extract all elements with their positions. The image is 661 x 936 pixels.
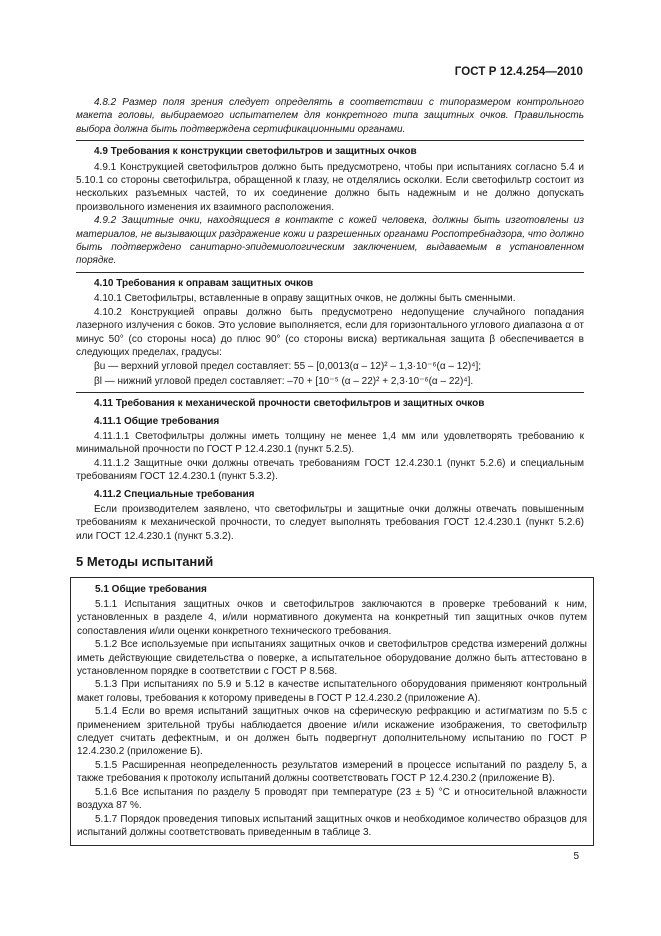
heading-4-10: 4.10 Требования к оправам защитных очков bbox=[94, 277, 314, 289]
paragraph-5-1-2: 5.1.2 Все используемые при испытаниях защитных очков и светофильтров средства измерений должны иметь действующие свидетельства о поверке, а испытательное оборудование должно быть аттестовано в установленном порядке в соответствии с ГОСТ Р 8.568. bbox=[77, 639, 587, 678]
paragraph-4-11-1-2: 4.11.1.2 Защитные очки должны отвечать требованиям ГОСТ 12.4.230.1 (пункт 5.2.6) и специальным требованиям ГОСТ 12.4.230.1 (пункт 5.3.2). bbox=[76, 457, 584, 483]
paragraph-5-1-4: 5.1.4 Если во время испытаний защитных очков на сферическую рефракцию и астигматизм по 5.5 с применением зрительной трубы наблюдается двоение и/или искажение изображения, то светофильтр следует считать дефектным, и он должен быть подвергнут дополнительному испытанию по ГОСТ Р 12.4.230.2 (приложение Б). bbox=[77, 706, 587, 758]
paragraph-5-1-1: 5.1.1 Испытания защитных очков и светофильтров заключаются в проверке требований к ним, установленных в разделе 4, и/или нормативного документа на конкретный тип защитных очков путем сопоставления и/или оценки конкретного технического требования. bbox=[77, 599, 587, 637]
page-number: 5 bbox=[573, 851, 579, 862]
heading-4-9: 4.9 Требования к конструкции светофильтров и защитных очков bbox=[94, 146, 417, 158]
divider bbox=[76, 392, 584, 393]
formula-upper: βu — верхний угловой предел составляет: 55 – [0,0013(α – 12)² – 1,3·10⁻⁶(α – 12)⁴]; bbox=[94, 361, 482, 373]
paragraph-5-1-7: 5.1.7 Порядок проведения типовых испытаний защитных очков и необходимое количество образцов для испытаний должны соответствовать приведенным в таблице 3. bbox=[77, 813, 587, 838]
paragraph-4-11-1-1: 4.11.1.1 Светофильтры должны иметь толщину не менее 1,4 мм или удовлетворять требованию к минимальной прочности по ГОСТ Р 12.4.230.1 (пункт 5.2.5). bbox=[76, 430, 584, 456]
divider bbox=[76, 272, 584, 273]
paragraph-4-10-2: 4.10.2 Конструкцией оправы должно быть предусмотрено недопущение случайного попадания лазерного излучения с боков. Это условие выполняется, если для горизонтального углового диапазона α от минус 50° (со стороны носа) до плюс 90° (со стороны виска) вертикальная защита β обеспечивается в следующих пределах, градусы: bbox=[76, 306, 584, 358]
document-header: ГОСТ Р 12.4.254—2010 bbox=[454, 66, 583, 78]
heading-section-5: 5 Методы испытаний bbox=[76, 554, 214, 570]
formula-lower: βl — нижний угловой предел составляет: –70 + [10⁻⁵ (α – 22)² + 2,3·10⁻⁶(α – 22)⁴]. bbox=[94, 375, 474, 387]
paragraph-4-11-2: Если производителем заявлено, что светофильтры и защитные очки должны отвечать повышенным требованиям к механической прочности, то следует выполнять требования ГОСТ 12.4.230.1 (пункт 5.2.6) или ГОСТ 12.4.230.1 (пункт 5.3.2). bbox=[76, 503, 584, 542]
section-5-1-box bbox=[70, 577, 594, 847]
paragraph-5-1-6: 5.1.6 Все испытания по разделу 5 проводят при температуре (23 ± 5) °С и относительной влажности воздуха 87 %. bbox=[77, 786, 587, 812]
heading-4-11-1: 4.11.1 Общие требования bbox=[94, 415, 220, 427]
heading-5-1: 5.1 Общие требования bbox=[95, 583, 207, 595]
paragraph-4-8-2: 4.8.2 Размер поля зрения следует определять в соответствии с типоразмером контрольного макета головы, выбираемого испытателем для конкретного типа защитных очков. Правильность выбора должна быть подтверждена сертификационными органами. bbox=[76, 97, 584, 135]
heading-4-11-2: 4.11.2 Специальные требования bbox=[94, 488, 255, 500]
heading-4-11: 4.11 Требования к механической прочности светофильтров и защитных очков bbox=[94, 398, 485, 410]
paragraph-5-1-5: 5.1.5 Расширенная неопределенность результатов измерений в процессе испытаний по разделу 5, а также требования к протоколу испытаний должны соответствовать ГОСТ Р 12.4.230.2 (приложение В). bbox=[77, 759, 587, 785]
paragraph-5-1-3: 5.1.3 При испытаниях по 5.9 и 5.12 в качестве испытательного оборудования применяют контрольный макет головы, требования к которому приведены в ГОСТ Р 12.4.230.2 (приложение А). bbox=[77, 679, 587, 704]
paragraph-4-9-1: 4.9.1 Конструкцией светофильтров должно быть предусмотрено, чтобы при испытаниях согласно 5.4 и 5.10.1 со стороны светофильтра, обращенной к глазу, не отделялись осколки. Если светофильтр состоит из нескольких разъемных частей, то их соединение должно быть надежным и не должно допускать произвольного изменения их взаимного расположения. bbox=[76, 161, 584, 213]
paragraph-4-10-1: 4.10.1 Светофильтры, вставленные в оправу защитных очков, не должны быть сменными. bbox=[94, 293, 516, 305]
divider bbox=[76, 140, 584, 141]
paragraph-4-9-2: 4.9.2 Защитные очки, находящиеся в контакте с кожей человека, должны быть изготовлены из материалов, не вызывающих раздражение кожи и разрешенных органами Роспотребнадзора, что должно быть подтверждено санитарно-эпидемиологическим заключением, выдаваемым в установленном порядке. bbox=[76, 215, 584, 267]
document-body bbox=[76, 96, 587, 846]
